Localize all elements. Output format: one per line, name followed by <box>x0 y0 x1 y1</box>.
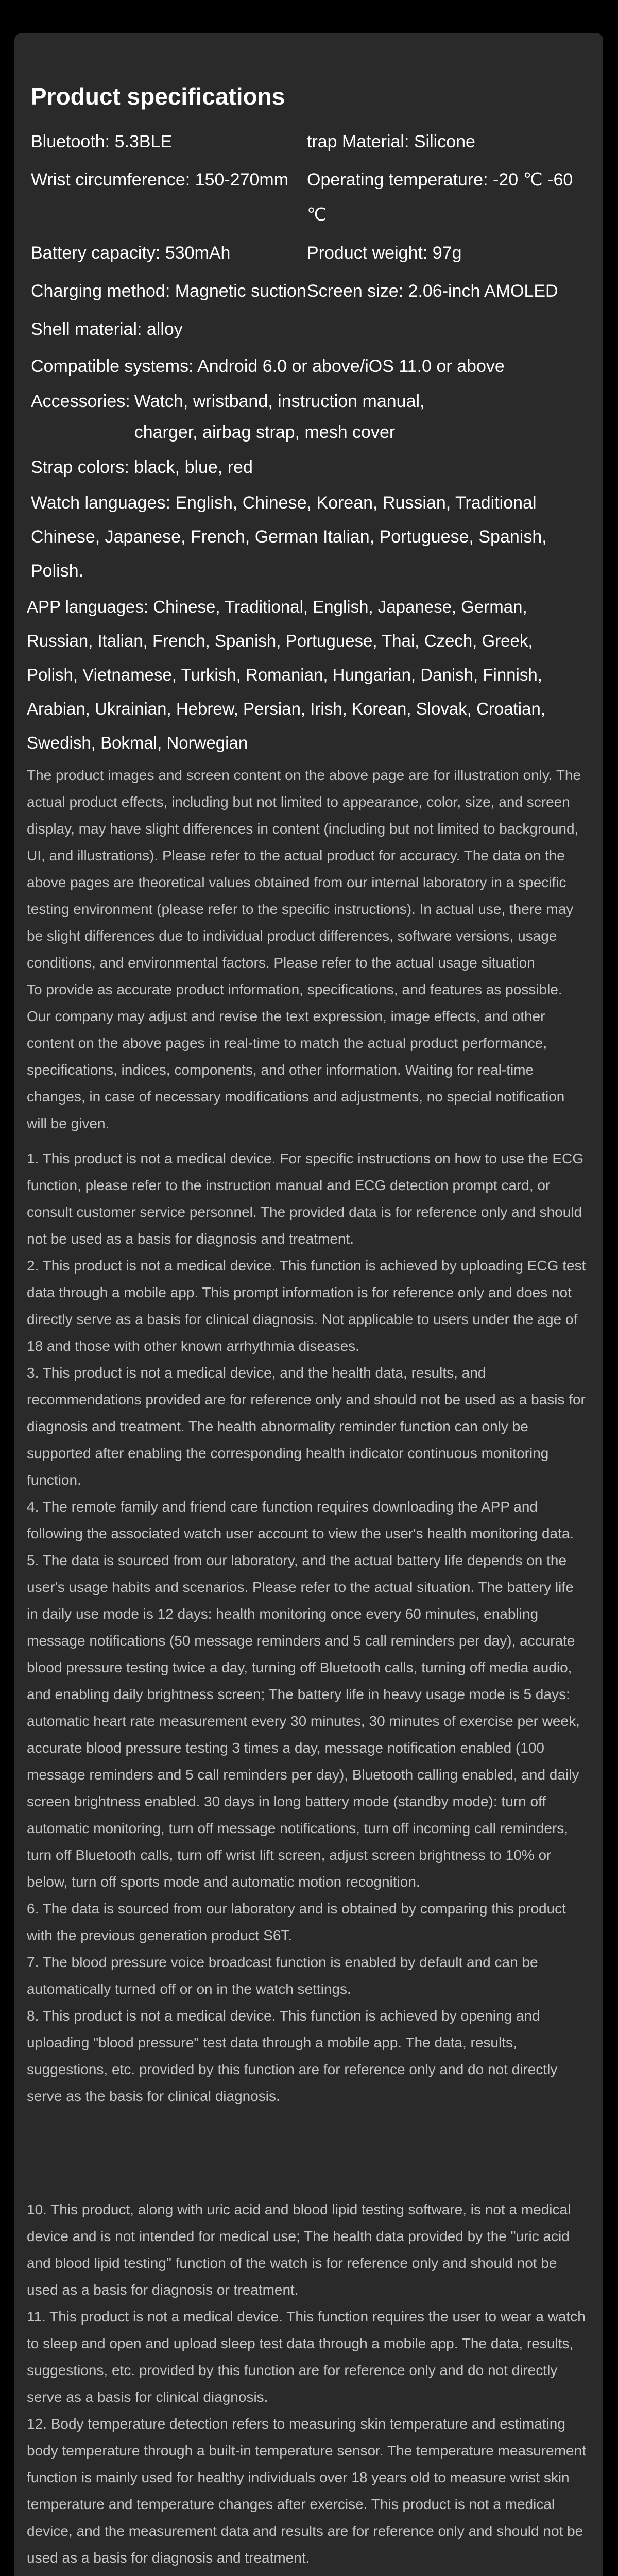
page-title: Product specifications <box>31 83 285 110</box>
spec-battery: Battery capacity: 530mAh <box>31 243 231 263</box>
spec-screen: Screen size: 2.06-inch AMOLED <box>307 281 558 301</box>
note-item: 8. This product is not a medical device. This function is achieved by opening and uploading "blood pressure" test data through a mobile app. The data, results, suggestions, etc. provided by this function are for reference only and do not directly serve as the basis for clinical diagnosis. <box>27 2008 558 2105</box>
note-item: 5. The data is sourced from our laboratory, and the actual battery life depends on the user's usage habits and scenarios. Please refer to the actual situation. The battery life in daily use mode is 12 days: health monitoring once every 60 minutes, enabling message notifications (50 message reminders and 5 call reminders per day), accurate blood pressure testing twice a day, turning off Bluetooth calls, turning off media audio, and enabling daily brightness screen; The battery life in heavy usage mode is 5 days: automatic heart rate measurement every 30 minutes, 30 minutes of exercise per week, accurate blood pressure testing 3 times a day, message notification enabled (100 message reminders and 5 call reminders per day), Bluetooth calling enabled, and daily screen brightness enabled. 30 days in long battery mode (standby mode): turn off automatic monitoring, turn off message notifications, turn off incoming call reminders, turn off Bluetooth calls, turn off wrist lift screen, adjust screen brightness to 10% or below, turn off sports mode and automatic motion recognition. <box>27 1552 580 1890</box>
disclaimer-illustration: The product images and screen content on the above page are for illustration only. The actual product effects, including but not limited to appearance, color, size, and screen display, may have slight differences in content (including but not limited to background, UI, and illustrations). Please refer to the actual product for accuracy. The data on the above pages are theoretical values obtained from our internal laboratory in a specific testing environment (please refer to the specific instructions). In actual use, there may be slight differences due to individual product differences, software versions, usage conditions, and environmental factors. Please refer to the actual usage situation <box>27 767 581 971</box>
spacer <box>31 2110 587 2196</box>
note-item: 7. The blood pressure voice broadcast function is enabled by default and can be automatically turned off or on in the watch settings. <box>27 1954 538 1997</box>
accessories-label: Accessories: <box>31 392 130 412</box>
note-item: 3. This product is not a medical device, and the health data, results, and recommendations provided are for reference only and should not be used as a basis for diagnosis and treatment. The health abnormality reminder function can only be supported after enabling the corresponding health indicator continuous monitoring function. <box>27 1365 586 1488</box>
spec-app-languages: APP languages: Chinese, Traditional, English, Japanese, German, Russian, Italian, French, Spanish, Portuguese, Thai, Czech, Greek, Polish, Vietnamese, Turkish, Romanian, Hungarian, Danish, Finnish, Arabian, Ukrainian, Hebrew, Persian, Irish, Korean, Slovak, Croatian, Swedish, Bokmal, Norwegian <box>27 597 545 753</box>
disclaimer-revision: To provide as accurate product information, specifications, and features as possible. Our company may adjust and revise the text expression, image effects, and other content on the above pages in real-time to match the actual product performance, specifications, indices, components, and other information. Waiting for real-time changes, in case of necessary modifications and adjustments, no special notification will be given. <box>27 981 565 1132</box>
spec-strap-material: trap Material: Silicone <box>307 132 475 152</box>
note-item: 11. This product is not a medical device. This function requires the user to wear a watch to sleep and open and upload sleep test data through a mobile app. The data, results, suggestions, etc. provided by this function are for reference only and do not directly serve as a basis for clinical diagnosis. <box>27 2309 586 2405</box>
note-item: 4. The remote family and friend care function requires downloading the APP and following the associated watch user account to view the user's health monitoring data. <box>27 1499 574 1542</box>
note-item <box>27 2571 587 2576</box>
spec-bluetooth: Bluetooth: 5.3BLE <box>31 132 173 152</box>
notes-list-2 <box>27 2196 587 2576</box>
spec-strap-colors: Strap colors: black, blue, red <box>31 457 253 478</box>
spec-grid <box>31 124 587 309</box>
spec-watch-languages: Watch languages: English, Chinese, Korean, Russian, Traditional Chinese, Japanese, French, German Italian, Portuguese, Spanish, Polish. <box>31 493 547 581</box>
note-item: 1. This product is not a medical device. For specific instructions on how to use the ECG function, please refer to the instruction manual and ECG detection prompt card, or consult customer service personnel. The provided data is for reference only and should not be used as a basis for diagnosis and treatment. <box>27 1150 584 1247</box>
note-item: 2. This product is not a medical device. This function is achieved by uploading ECG test data through a mobile app. This prompt information is for reference only and does not directly serve as a basis for clinical diagnosis. Not applicable to users under the age of 18 and those with other known arrhythmia diseases. <box>27 1258 586 1354</box>
spec-weight: Product weight: 97g <box>307 243 462 263</box>
note-item: 6. The data is sourced from our laboratory and is obtained by comparing this product with the previous generation product S6T. <box>27 1901 566 1944</box>
note-item: 12. Body temperature detection refers to measuring skin temperature and estimating body temperature through a built-in temperature sensor. The temperature measurement function is mainly used for healthy individuals over 18 years old to measure wrist skin temperature and temperature changes after exercise. This product is not a medical device, and the measurement data and results are for reference only and should not be used as a basis for diagnosis and treatment. <box>27 2416 586 2566</box>
spec-compatible: Compatible systems: Android 6.0 or above/iOS 11.0 or above <box>31 357 505 377</box>
notes-list <box>27 1145 587 2110</box>
spec-shell: Shell material: alloy <box>31 319 183 340</box>
spec-accessories <box>31 386 587 448</box>
note-item: 10. This product, along with uric acid and blood lipid testing software, is not a medical device and is not intended for medical use; The health data provided by the "uric acid and blood lipid testing" function of the watch is for reference only and should not be used as a basis for diagnosis or treatment. <box>27 2201 571 2298</box>
spec-charging: Charging method: Magnetic suction <box>31 281 306 301</box>
spec-panel <box>14 33 603 2576</box>
accessories-value: Watch, wristband, instruction manual, charger, airbag strap, mesh cover <box>134 392 425 443</box>
spec-wrist: Wrist circumference: 150-270mm <box>31 170 289 190</box>
spec-operating-temp: Operating temperature: -20 ℃ -60 ℃ <box>307 170 573 225</box>
